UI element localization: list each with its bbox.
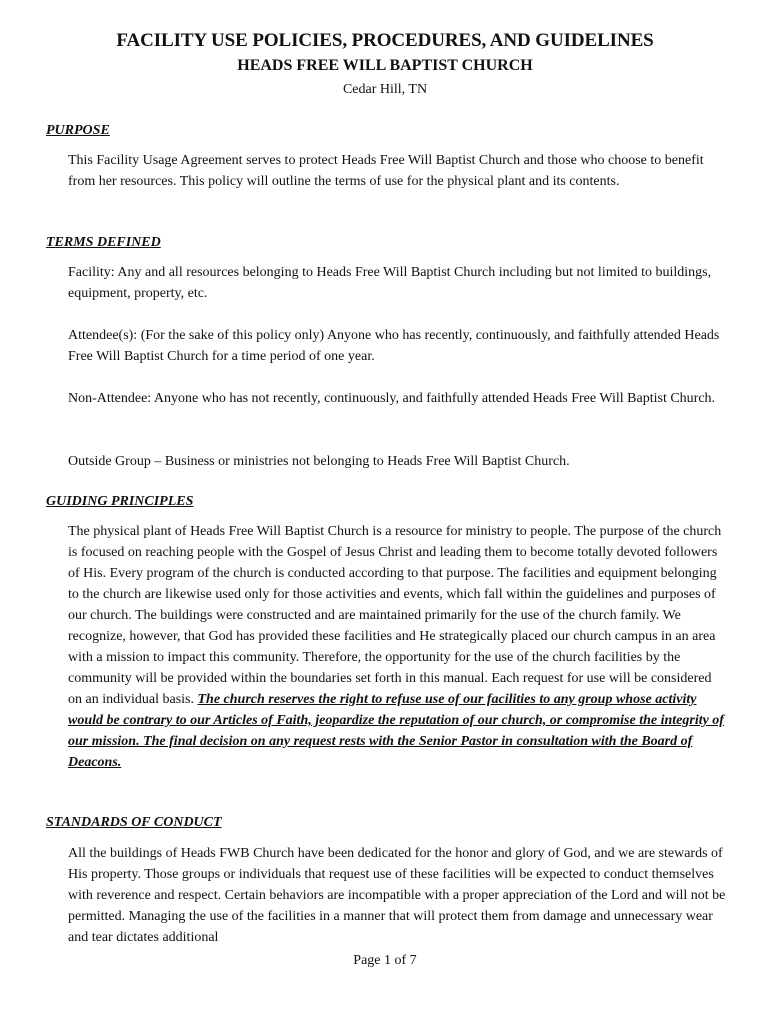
conduct-paragraph: All the buildings of Heads FWB Church have been dedicated for the honor and glory of God, and we are stewards of His property. Those groups or individuals that request use of these facilities will be expected to conduct themselves with reverence and respect. Certain behaviors are incompatible with a proper appreciation of the Lord and will not be permitted. Managing the use of the facilities in a manner that will protect them from damage and unnecessary wear and tear dictates additional	[68, 846, 726, 945]
terms-heading: TERMS DEFINED	[46, 235, 161, 250]
guiding-emphasis: The church reserves the right to refuse use of our facilities to any group whose activity would be contrary to our Articles of Faith, jeopardize the reputation of our church, or compromise the integrity of our mission. The final decision on any request rests with the Senior Pastor in consultation with the Board of Deacons.	[68, 692, 724, 770]
page-number: Page 1 of 7	[353, 953, 417, 968]
purpose-paragraph: This Facility Usage Agreement serves to protect Heads Free Will Baptist Church and those who choose to benefit from her resources. This policy will outline the terms of use for the physical plant and its contents.	[68, 153, 704, 189]
term-attendee: Attendee(s): (For the sake of this policy only) Anyone who has recently, continuously, and faithfully attended Heads Free Will Baptist Church for a time period of one year.	[68, 328, 720, 364]
church-location: Cedar Hill, TN	[342, 82, 428, 97]
guiding-paragraph	[68, 521, 728, 773]
guiding-heading: GUIDING PRINCIPLES	[46, 494, 194, 509]
church-name: HEADS FREE WILL BAPTIST CHURCH	[237, 57, 533, 74]
guiding-text: The physical plant of Heads Free Will Baptist Church is a resource for ministry to people. The purpose of the church is focused on reaching people with the Gospel of Jesus Christ and leading them to become totally devoted followers of His. Every program of the church is conducted according to that purpose. The facilities and equipment belonging to the church are likewise used only for those activities and events, which fall within the guidelines and purposes of our church. The buildings were constructed and are maintained primarily for the use of the church family. We recognize, however, that God has provided these facilities and He strategically placed our church campus in an area with a mission to impact this community. Therefore, the opportunity for the use of the church facilities by the community will be provided within the boundaries set forth in this manual. Each request for use will be considered on an individual basis.	[68, 524, 722, 707]
term-facility: Facility: Any and all resources belonging to Heads Free Will Baptist Church including but not limited to buildings, equipment, property, etc.	[68, 265, 712, 301]
document-title: FACILITY USE POLICIES, PROCEDURES, AND GUIDELINES	[116, 30, 654, 51]
term-non-attendee: Non-Attendee: Anyone who has not recently, continuously, and faithfully attended Heads Free Will Baptist Church.	[68, 391, 716, 406]
conduct-heading: STANDARDS OF CONDUCT	[46, 815, 222, 830]
purpose-heading: PURPOSE	[46, 123, 110, 138]
term-outside-group: Outside Group – Business or ministries not belonging to Heads Free Will Baptist Church.	[68, 454, 570, 469]
